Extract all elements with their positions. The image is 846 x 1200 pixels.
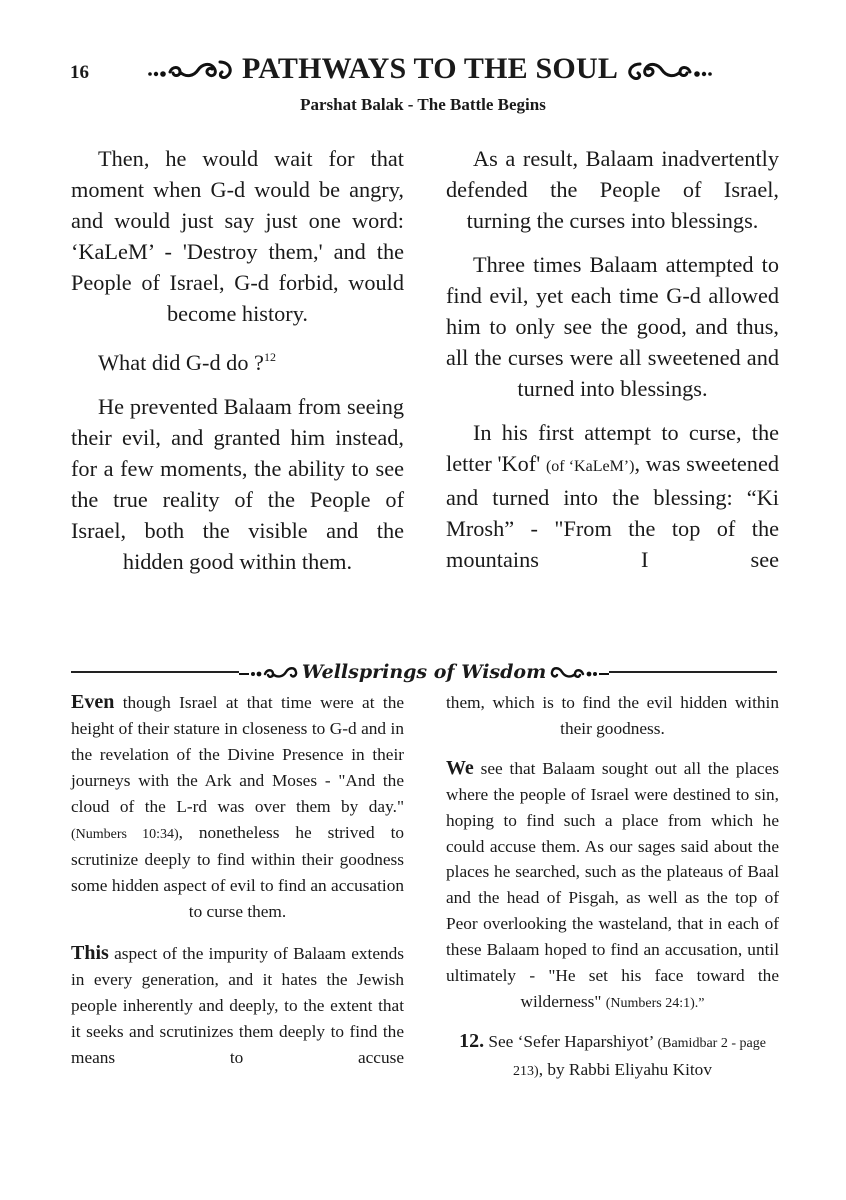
footnote-ref[interactable]: 12 bbox=[263, 350, 276, 364]
text-run: aspect of the impurity of Balaam extends in every generation, and it hates the Jewish people inherently and deeply, to the extent that it seeks and scrutinizes them deeply to find the means to accuse bbox=[71, 944, 404, 1067]
footnote-number: 12. bbox=[459, 1029, 485, 1052]
paragraph bbox=[446, 756, 779, 1017]
section-title: Wellsprings of Wisdom bbox=[301, 661, 547, 683]
text-run: In his first attempt to curse, the letter 'Kof' bbox=[446, 420, 779, 476]
paragraph bbox=[446, 417, 779, 575]
sidebar-column-left bbox=[71, 690, 404, 1071]
text-run: see that Balaam sought out all the places where the people of Israel were destined to sin, hoping to find such a place from which he could accuse them. As our sages said about the places he searched, such as the plateaus of Baal and the head of Pisgah, as well as the top of Peor overlooking the wasteland, that in each of these Balaam hoped to find an accusation, until ultimately - "He set his face toward the wilderness" bbox=[446, 758, 779, 1011]
text-run: See ‘Sefer Haparshiyot’ bbox=[484, 1031, 658, 1051]
paragraph: Then, he would wait for that moment when G-d would be angry, and would just say just one word: ‘KaLeM’ - 'Destroy them,' and the People of Israel, G-d forbid, would become history. bbox=[71, 146, 404, 326]
chapter-subtitle: Parshat Balak - The Battle Begins bbox=[300, 95, 546, 114]
text-run: , by Rabbi Eliyahu Kitov bbox=[538, 1059, 712, 1079]
divider-flourish-left-icon bbox=[239, 663, 299, 681]
scroll-flourish-right-icon bbox=[622, 56, 714, 82]
text-run: , nonetheless he strived to scrutinize deeply to find within their goodness some hidden aspect of evil to find an accusation to curse them. bbox=[71, 822, 405, 922]
source-reference: (Bamidbar 2 - page 213) bbox=[513, 1035, 766, 1079]
paragraph bbox=[71, 941, 404, 1071]
paragraph: Three times Balaam attempted to find evil, yet each time G-d allowed him to only see the good, and thus, all the curses were all sweetened and turned into blessings. bbox=[446, 252, 779, 401]
sidebar-column-right bbox=[446, 690, 779, 1097]
footnote bbox=[446, 1029, 779, 1085]
text-run: though Israel at that time were at the height of their stature in closeness to G-d and in the revelation of the Divine Presence in their journeys with the Ark and Moses - "And the cloud of the L-rd was over them by day." bbox=[71, 693, 404, 816]
question-text: What did G-d do ? bbox=[98, 350, 264, 375]
lead-word: This bbox=[71, 942, 109, 965]
parenthetical: (of ‘KaLeM’) bbox=[545, 458, 635, 475]
text-run: , was sweetened and turned into the blessing: “Ki Mrosh” - "From the top of the mountains I see bbox=[446, 451, 779, 572]
main-column-right bbox=[446, 143, 779, 575]
scripture-reference: (Numbers 10:34) bbox=[71, 826, 179, 842]
divider-line-left bbox=[71, 671, 239, 673]
question-paragraph bbox=[71, 342, 404, 378]
divider-flourish-right-icon bbox=[549, 663, 609, 681]
scripture-reference: (Numbers 24:1).” bbox=[605, 995, 705, 1011]
paragraph bbox=[71, 690, 404, 925]
divider-line-right bbox=[609, 671, 777, 673]
scroll-flourish-left-icon bbox=[146, 56, 238, 82]
lead-word: We bbox=[446, 756, 474, 779]
page-number: 16 bbox=[70, 62, 89, 83]
book-title: PATHWAYS TO THE SOUL bbox=[241, 52, 619, 85]
paragraph: He prevented Balaam from seeing their evil, and granted him instead, for a few moments, the ability to see the true reality of the People of Israel, both the visible and the hidden good within them. bbox=[71, 394, 404, 574]
paragraph: them, which is to find the evil hidden within their goodness. bbox=[446, 693, 779, 738]
lead-word: Even bbox=[71, 691, 115, 713]
paragraph: As a result, Balaam inadvertently defended the People of Israel, turning the curses into blessings. bbox=[446, 146, 779, 233]
main-column-left bbox=[71, 143, 404, 590]
section-divider bbox=[71, 660, 777, 684]
running-header bbox=[130, 52, 730, 86]
